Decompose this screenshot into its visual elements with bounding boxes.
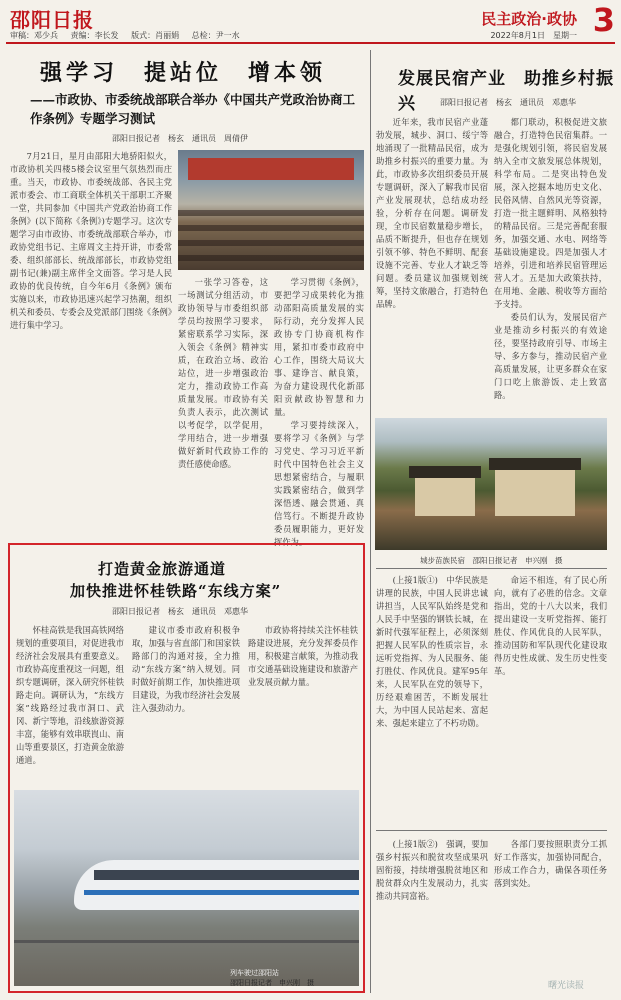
editor-responsible: 责编：李长发 [70,31,119,40]
masthead [0,0,621,42]
article4-column-1 [376,574,488,824]
building-wall [415,476,475,516]
train-photo-credit: 邵阳日报记者 申兴刚 摄 [230,979,314,987]
train-photo [14,790,359,986]
train-windows [94,870,359,880]
meeting-photo [178,150,364,270]
audience-row [178,210,364,216]
article3-text-1: 怀桂高铁是我国高铁网络规划的重要项目，对促进我市经济社会发展具有重要意义。市政协高度重视这一问题，组织专题调研，深入研究怀桂铁路走向。调研认为，“东线方案”线路经过我市洞口、武冈、新宁等地，沿线旅游资源丰富，能够有效串联崀山、南山等重要景区，打造黄金旅游通道。 [16,625,124,765]
train-stripe [84,890,359,895]
editor-line [10,30,250,41]
article2-text-1: 近年来，我市民宿产业蓬勃发展，城步、洞口、绥宁等地涌现了一批精品民宿，成为助推乡村振兴的重要力量。为此，市政协多次组织委员开展专题调研，深入了解我市民宿产业发展现状，总结成功经验，分析存在问题。调研发现，全市民宿数量稳步增长，品质不断提升，但也存在规划引领不够、特色不鲜明、配套设施不完善、专业人才缺乏等问题。委员建议加强规划统筹，坚持文旅融合，打造特色品牌。 [376,117,488,309]
building-roof [489,458,581,470]
section-divider [376,830,607,831]
article4-text-4: 各部门要按照职责分工抓好工作落实，加强协同配合，形成工作合力，确保各项任务落到实处。 [494,839,607,888]
section-divider [376,568,607,569]
article4-column-4 [494,838,607,968]
article1-text-1: 7月21日，星月由邵阳大地骄阳似火，市政协机关四楼5楼会议室里气氛热烈而庄重。当天，市政协、市委统战部、各民主党派市委会、市工商联全体机关干部职工齐聚一堂，共同参加《中国共产党政治协商工作条例》(以下简称《条例》)专题学习。这次专题学习由市政协、市委统战部联合举办，市政协党组书记、主席周文主持开讲，市委常委、组织部部长、统战部部长，市政协党组副书记(兼)副主席伴全文面答。学习是人民政协的优良传统，自今年6月《条例》颁布实施以来，市政协迅速兴起学习热潮，组织机关和委员、专委会及党派部门围绕《条例》进行集中学习。 [10,151,172,330]
article1-text-4: 学习要持续深入，要将学习《条例》与学习党史、学习习近平新时代中国特色社会主义思想紧密结合，与履职实践紧密结合，做到学深悟透、融会贯通、真信笃行。不断提升政协委员履职能力，更好发挥作为。 [274,420,364,547]
article4-column-3 [376,838,488,968]
issue-date: 2022年8月1日 星期一 [490,31,577,40]
page-number: 3 [592,1,615,39]
article2-title: 发展民宿产业 助推乡村振兴 [398,69,614,114]
watermark: 曙光读报 [548,981,585,991]
town-photo [375,418,607,550]
audience-row [178,255,364,261]
article3-column-2 [132,624,240,786]
article3-column-3 [248,624,358,786]
article1-text-3: 学习贯彻《条例》，要把学习成果转化为推动邵阳高质量发展的实际行动，充分发挥人民政协专门协商机构作用，紧扣市委市政府中心工作，围绕大局议大事、建诤言、献良策，为奋力建设现代化新邵阳贡献政协智慧和力量。 [274,277,364,417]
masthead-rule [6,42,615,44]
train-body [74,860,359,910]
article2-text-2: 都门联动，积极促进文旅融合，打造特色民宿集群。一是强化规划引领，将民宿发展纳入全市文旅发展总体规划，科学布局。二是突出特色发展，深入挖掘本地历史文化、民俗风情、自然风光等资源，打造一批主题鲜明、风格独特的精品民宿。三是完善配套服务，加强交通、水电、网络等基础设施建设。四是加强人才培养，引进和培养民宿管理运营人才。五是加大政策扶持，在用地、金融、税收等方面给予支持。 [494,117,607,309]
article1-subtitle: ——市政协、市委统战部联合举办《中国共产党政治协商工作条例》专题学习测试 [30,92,356,126]
article4-text-2: 命运不相连，有了民心所向，就有了必胜的信念。文章指出，党的十八大以来，我们提出建设一支听党指挥、能打胜仗、作风优良的人民军队，推动国防和军队现代化建设取得历史性成就、发生历史性变革。 [494,575,607,676]
building-wall [495,468,575,516]
article3-text-2: 建议市委市政府积极争取，加强与省直部门和国家铁路部门的沟通对接，全力推动“东线方案”纳入规划。同时做好前期工作，加快推进项目建设，为我市经济社会发展注入强劲动力。 [132,625,240,713]
rail-track [14,940,359,943]
article3-text-3: 市政协将持续关注怀桂铁路建设进展，充分发挥委员作用，积极建言献策，为推动我市交通基础设施建设和旅游产业发展贡献力量。 [248,625,358,687]
article4-text-3: (上接1版②) 强调，要加强乡村振兴和脱贫攻坚成果巩固衔接，持续增强脱贫地区和脱贫群众内生发展动力，扎实推动共同富裕。 [376,839,488,901]
town-photo-caption: 城步苗族民宿 邵阳日报记者 申兴刚 摄 [420,556,563,565]
article2-column-2 [494,116,607,414]
article1-byline: 邵阳日报记者 杨玄 通讯员 周倩伊 [112,134,248,143]
editor-reviewer: 审稿：邓少兵 [10,31,58,40]
train-photo-caption: 列车驶过邵阳站 [230,969,279,977]
article1-column-2 [178,276,268,538]
article3-title-line2: 加快推进怀桂铁路“东线方案” [70,582,282,600]
article1-column-1 [10,150,172,538]
article3-column-1 [16,624,124,786]
paper-name: 邵阳日报 [10,8,94,32]
article1-text-2: 一张学习答卷，这一场测试分组活动，市政协领导与市委组织部学员均按照学习要求，紧密联系学习实际，深入领会《条例》精神实质，在政治立场、政治站位，进一步增强政治定力，推动政协工作高质量发展。市政协有关负责人表示，此次测试以考促学，以学促用，学用结合，进一步增强做好新时代政协工作的责任感使命感。 [178,277,268,469]
article2-column-1 [376,116,488,414]
section-name: 民主政治·政协 [481,10,577,28]
article4-text-1: (上接1版①) 中华民族是讲理的民族，中国人民讲忠诚讲担当，人民军队始终是党和人民手中坚强的钢铁长城，在新时代强军征程上，必须深刻把握人民军队的性质宗旨，永远听党指挥、为人民服务、能打胜仗、作风优良。建军95年来，人民军队在党的领导下，历经艰难困苦，不断发展壮大，为中国人民站起来、富起来、强起来建立了不朽功勋。 [376,575,488,728]
article3-byline: 邵阳日报记者 杨玄 通讯员 邓惠华 [112,607,248,616]
editor-layout: 版式：肖丽娟 [131,31,180,40]
article2-byline: 邵阳日报记者 杨玄 通讯员 邓惠华 [440,98,576,107]
article2-text-3: 委员们认为，发展民宿产业是推动乡村振兴的有效途径，要坚持政府引导、市场主导、多方参与，推动民宿产业高质量发展，让更多群众在家门口吃上旅游饭、走上致富路。 [494,312,607,400]
audience-row [178,240,364,246]
meeting-banner [188,158,354,180]
audience-row [178,225,364,231]
building-roof [409,466,481,478]
article1-title: 强学习 提站位 增本领 [40,60,327,86]
article4-column-2 [494,574,607,824]
editor-checker: 总检：尹一水 [191,31,240,40]
column-divider [370,50,371,993]
article1-column-3 [274,276,364,547]
article3-title-line1: 打造黄金旅游通道 [98,560,227,578]
